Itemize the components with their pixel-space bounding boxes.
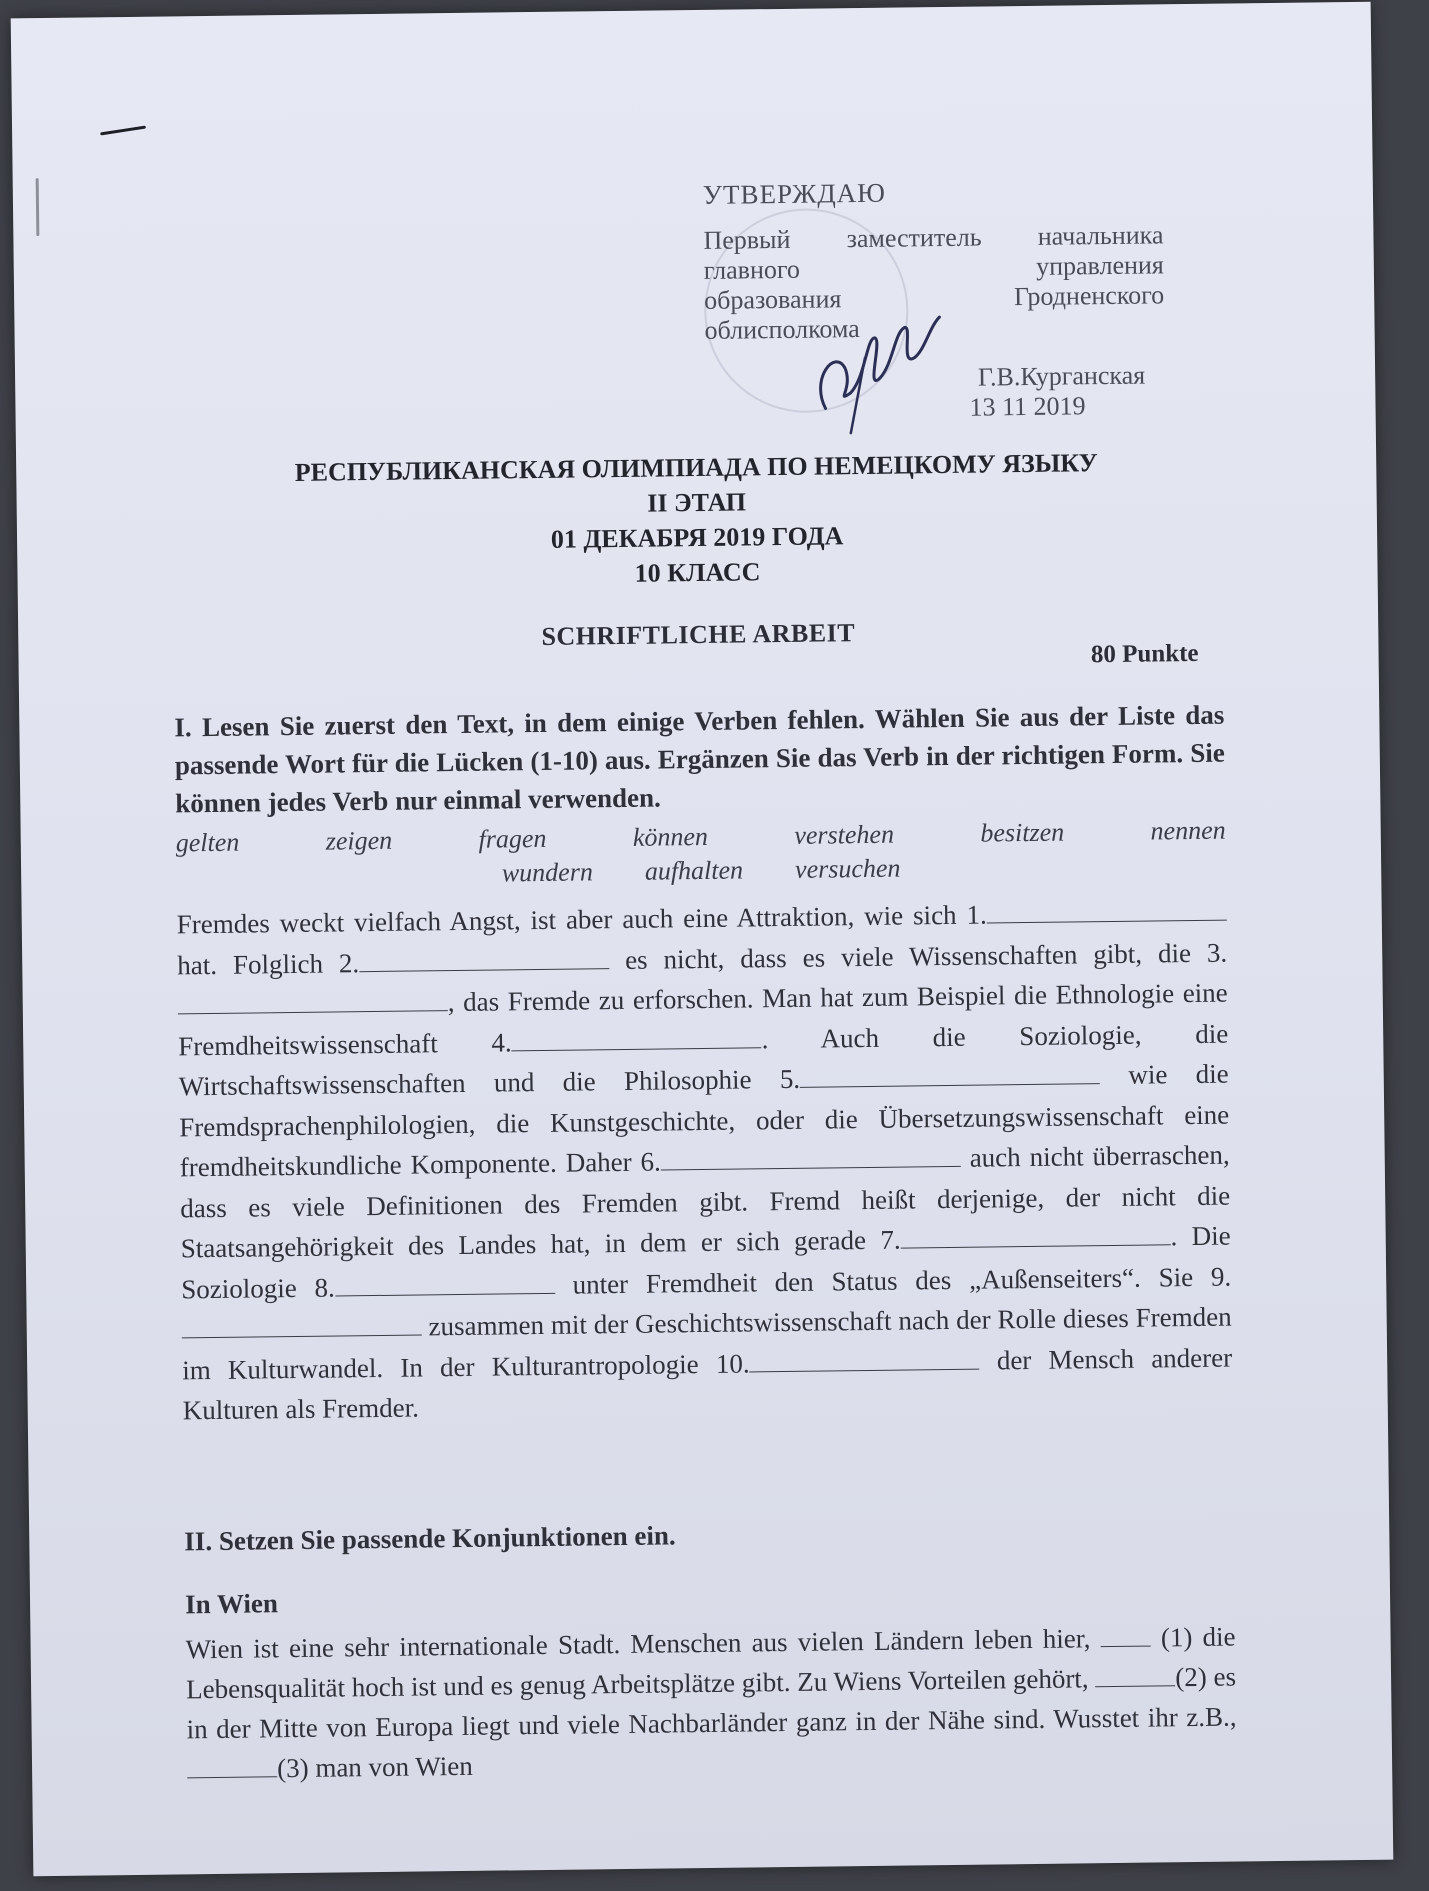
text-segment: wie die Fremdsprachenphilologien, die Kunstgeschichte, oder die Übersetzungswissenschaft eine fremdheitskundliche Komponente. Daher 6. <box>179 1058 1230 1183</box>
handwritten-signature <box>804 297 956 439</box>
text-segment: zusammen mit der Geschichtswissenschaft nach der Rolle dieses Fremden im Kulturwandel. In der Kulturantropologie 10. <box>182 1301 1232 1385</box>
blank-10[interactable] <box>749 1342 979 1372</box>
text-segment: . Auch die Soziologie, die Wirtschaftswissenschaften und die Philosophie 5. <box>178 1018 1229 1102</box>
word-bank-item: aufhalten <box>644 855 744 886</box>
blank-conj-1[interactable] <box>1100 1620 1150 1648</box>
text-segment: der Mensch anderer Kulturen als Fremder. <box>182 1342 1233 1426</box>
text-segment: hat. Folglich 2. <box>177 947 360 980</box>
blank-conj-2[interactable] <box>1095 1659 1175 1687</box>
staple <box>36 178 40 236</box>
task2-heading: In Wien <box>184 1588 279 1620</box>
title-line: II ЭТАП <box>647 487 747 518</box>
blank-6[interactable] <box>661 1140 961 1171</box>
exam-sheet <box>11 2 1394 1876</box>
title-line: 10 КЛАСС <box>634 557 761 588</box>
section-subtitle: SCHRIFTLICHE ARBEIT <box>541 618 856 651</box>
total-points: 80 Punkte <box>1090 639 1199 669</box>
word-bank-item: verstehen <box>794 819 895 850</box>
title-line: 01 ДЕКАБРЯ 2019 ГОДА <box>550 521 844 554</box>
text-segment: (2) es in der Mitte von Europa liegt und viele Nachbarländer ganz in der Nähe sind. Wusstet ihr z.B., <box>186 1661 1237 1745</box>
blank-2[interactable] <box>359 942 609 972</box>
word-bank-item: versuchen <box>794 853 901 884</box>
approval-line: главного управления <box>703 250 1164 285</box>
text-segment: unter Fremdheit den Status des „Außenseiters“. Sie 9. <box>554 1261 1232 1300</box>
word-bank <box>176 816 1227 893</box>
text-segment: auch nicht überraschen, dass es viele Definitionen des Fremden gibt. Fremd heißt derjenige, der nicht die Staatsangehörigkeit des Landes hat, in dem er sich gerade 7. <box>180 1139 1231 1264</box>
task2-text <box>185 1617 1237 1790</box>
word-bank-item: gelten <box>175 827 240 858</box>
blank-3[interactable] <box>178 984 448 1014</box>
text-segment: (1) die Lebensqualität hoch ist und es genug Arbeitsplätze gibt. Zu Wiens Vorteilen gehört, <box>185 1621 1236 1705</box>
blank-1[interactable] <box>987 894 1227 924</box>
text-segment: Wien ist eine sehr internationale Stadt. Menschen aus vielen Ländern leben hier, <box>185 1623 1101 1665</box>
word-bank-item: nennen <box>1150 815 1226 846</box>
blank-8[interactable] <box>335 1266 555 1296</box>
approval-heading: УТВЕРЖДАЮ <box>702 177 887 210</box>
task1-text <box>177 892 1233 1431</box>
text-segment: , das Fremde zu erforschen. Man hat zum Beispiel die Ethnologie eine Fremdheitswissenschaft 4. <box>178 977 1228 1061</box>
approval-name: Г.В.Курганская <box>977 360 1146 392</box>
blank-7[interactable] <box>900 1218 1170 1248</box>
blank-4[interactable] <box>511 1021 761 1051</box>
blank-9[interactable] <box>182 1308 422 1338</box>
approval-line: образования Гродненского <box>704 280 1165 315</box>
word-bank-item: besitzen <box>980 817 1065 848</box>
word-bank-item: zeigen <box>325 825 393 856</box>
text-segment: es nicht, dass es viele Wissenschaften gibt, die 3. <box>608 937 1228 975</box>
text-segment: Fremdes weckt vielfach Angst, ist aber auch eine Attraktion, wie sich 1. <box>176 899 987 940</box>
text-segment: . Die Soziologie 8. <box>181 1220 1231 1304</box>
approval-line: облисполкома <box>704 314 860 345</box>
task2-instruction: II. Setzen Sie passende Konjunktionen ein. <box>184 1520 676 1557</box>
olympiad-title <box>136 443 1258 597</box>
blank-5[interactable] <box>800 1057 1100 1088</box>
word-bank-item: fragen <box>478 823 547 854</box>
title-line: РЕСПУБЛИКАНСКАЯ ОЛИМПИАДА ПО НЕМЕЦКОМУ ЯЗЫКУ <box>294 448 1098 487</box>
approval-line: Первый заместитель начальника <box>703 220 1164 255</box>
approval-date: 13 11 2019 <box>969 391 1086 422</box>
pen-mark <box>100 126 146 136</box>
blank-conj-3[interactable] <box>187 1750 277 1778</box>
task1-instruction: I. Lesen Sie zuerst den Text, in dem einige Verben fehlen. Wählen Sie aus der Liste das passende Wort für die Lücken (1-10) aus. Ergänzen Sie das Verb in der richtigen Form. Sie können jedes Verb nur einmal verwenden. <box>174 699 1225 819</box>
text-segment: (3) man von Wien <box>276 1750 473 1784</box>
word-bank-item: wundern <box>501 857 594 888</box>
word-bank-item: können <box>632 821 709 852</box>
